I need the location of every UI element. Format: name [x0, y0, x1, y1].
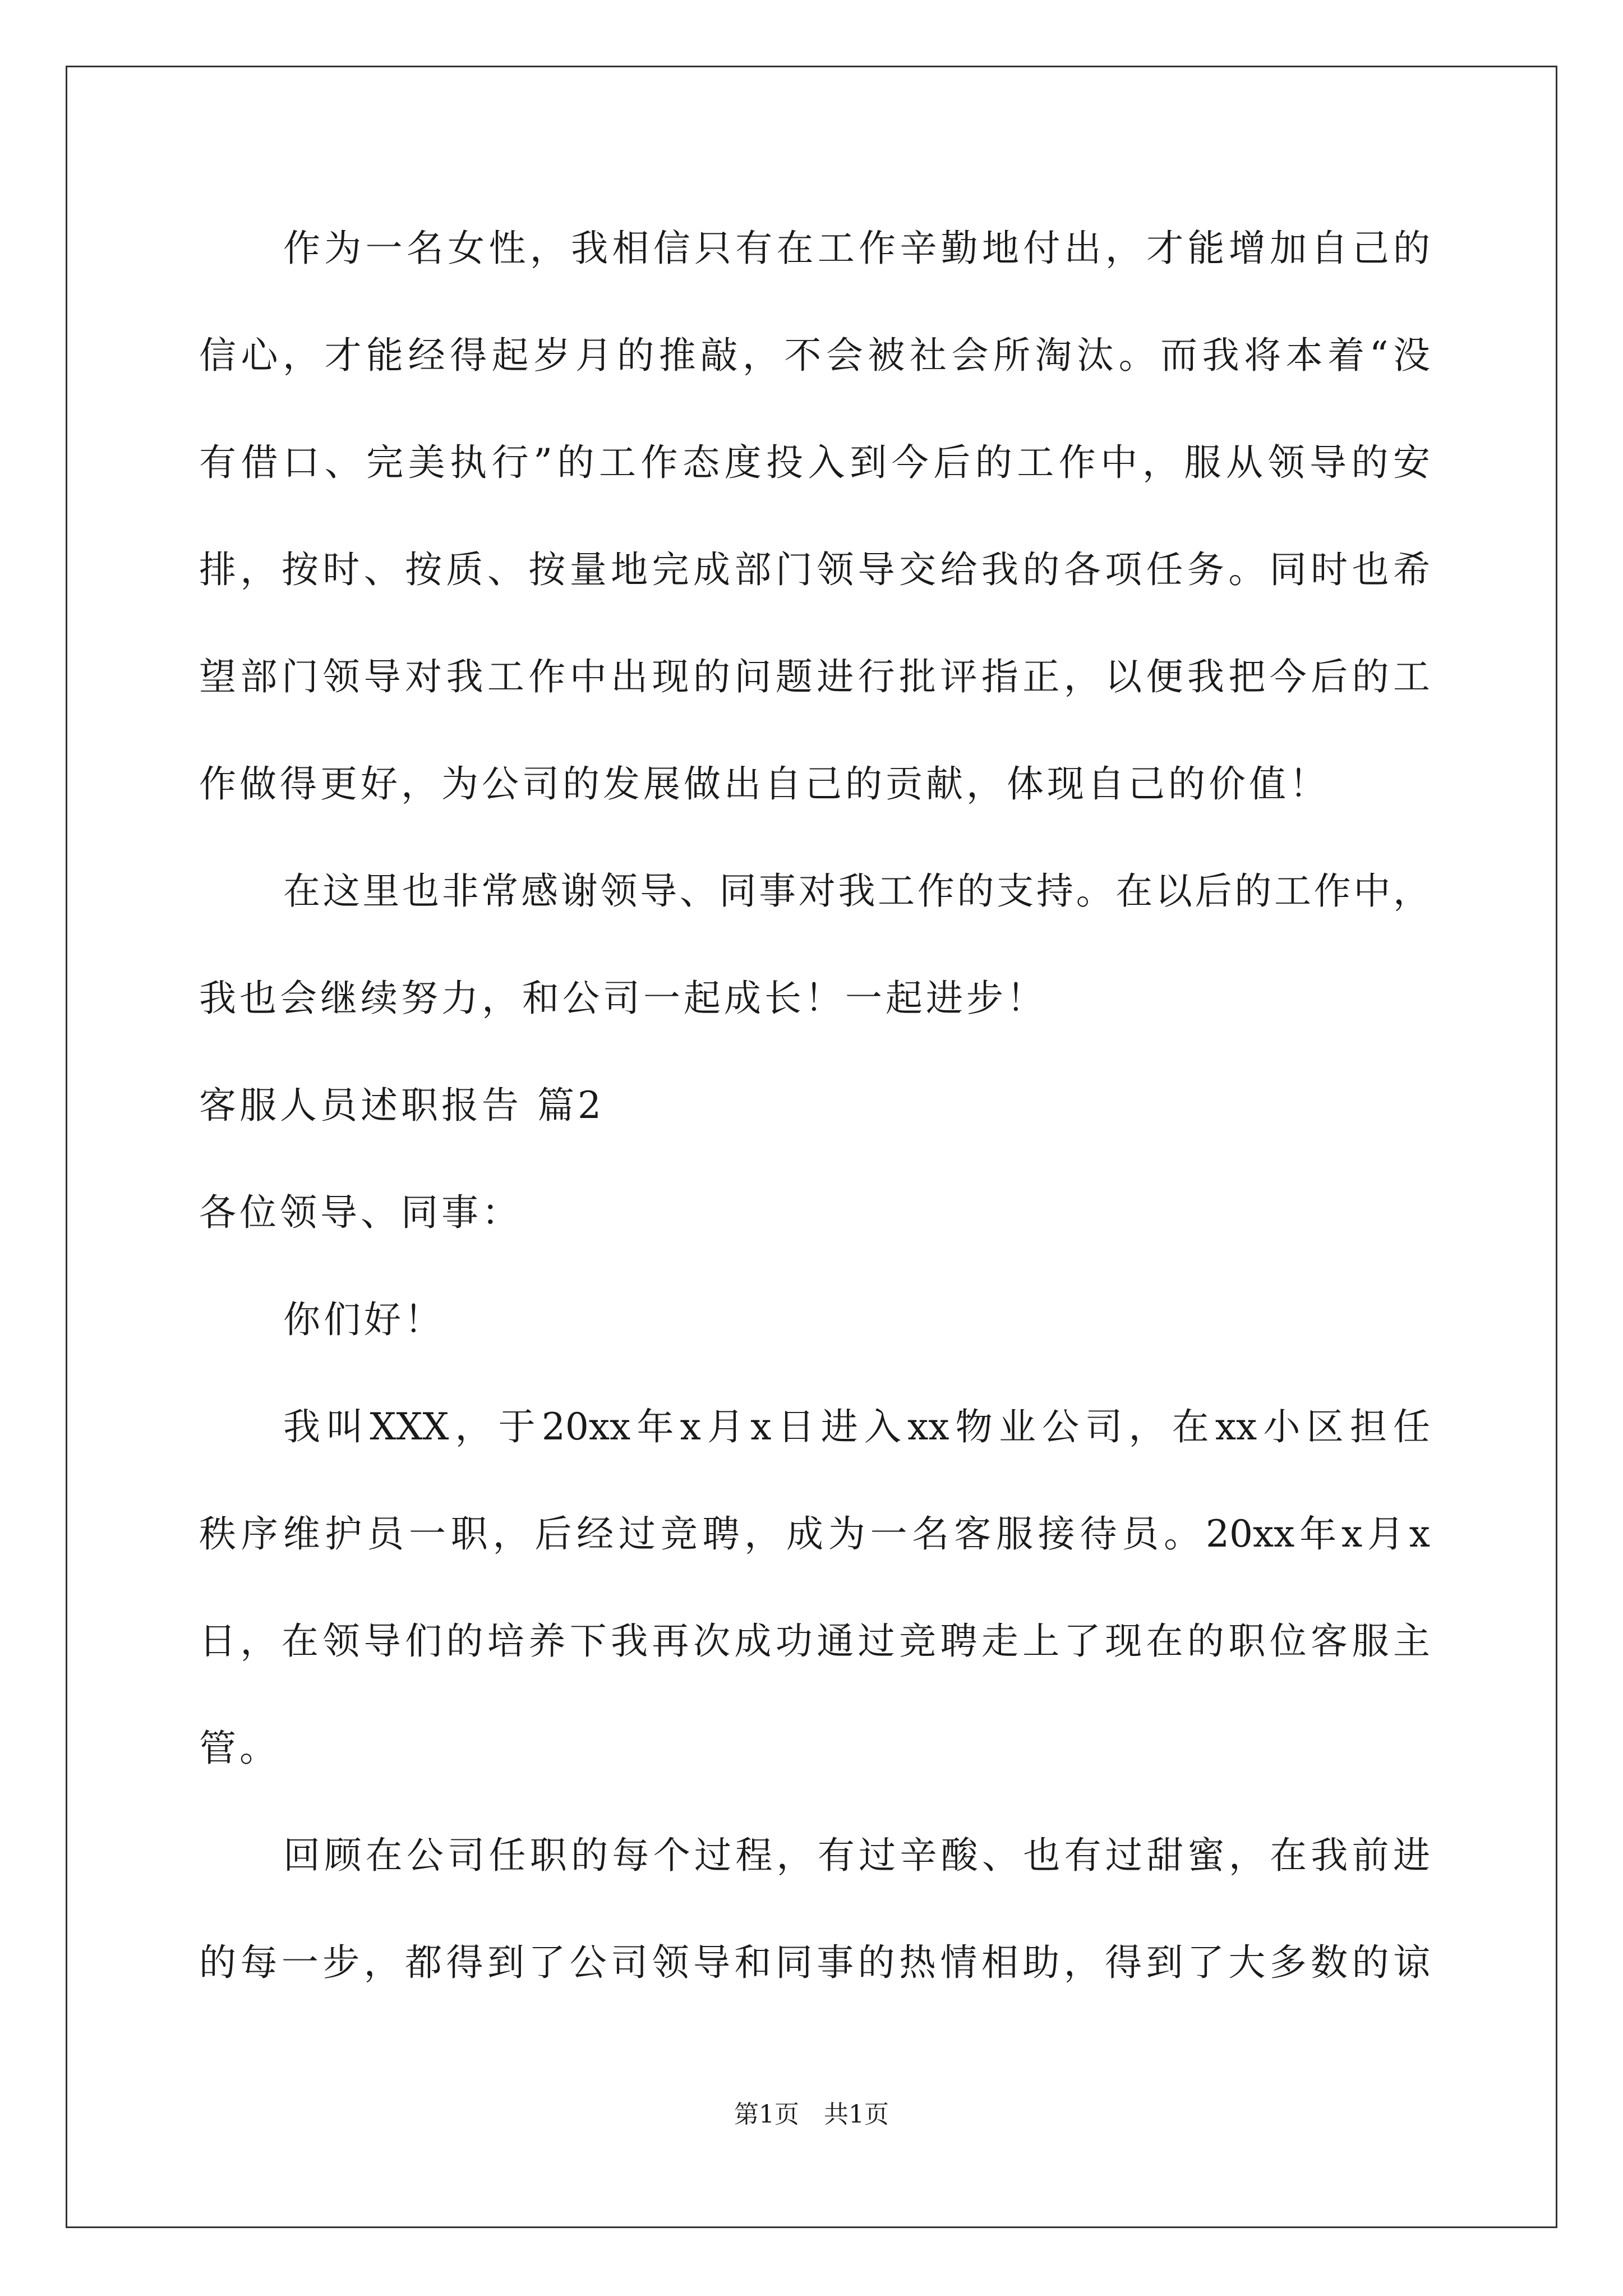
paragraph-1-line-4: 排，按时、按质、按量地完成部门领导交给我的各项任务。同时也希 — [199, 548, 1430, 591]
paragraph-3-line-1: 我叫XXX，于20xx年x月x日进入xx物业公司，在xx小区担任 — [283, 1405, 1430, 1448]
greeting: 你们好！ — [283, 1298, 445, 1341]
paragraph-1-line-1: 作为一名女性，我相信只有在工作辛勤地付出，才能增加自己的 — [283, 227, 1430, 270]
paragraph-2-line-2: 我也会继续努力，和公司一起成长！一起进步！ — [199, 977, 1047, 1020]
page-border — [66, 66, 1557, 2228]
section-heading: 客服人员述职报告 篇2 — [199, 1084, 605, 1127]
salutation: 各位领导、同事： — [199, 1191, 522, 1234]
paragraph-1-line-2: 信心，才能经得起岁月的推敲，不会被社会所淘汰。而我将本着“没 — [199, 334, 1430, 377]
paragraph-1-line-6: 作做得更好，为公司的发展做出自己的贡献，体现自己的价值！ — [199, 762, 1330, 806]
paragraph-3-line-2: 秩序维护员一职，后经过竞聘，成为一名客服接待员。20xx年x月x — [199, 1512, 1430, 1556]
paragraph-3-line-3: 日，在领导们的培养下我再次成功通过竞聘走上了现在的职位客服主 — [199, 1619, 1430, 1663]
paragraph-4-line-2: 的每一步，都得到了公司领导和同事的热情相助，得到了大多数的谅 — [199, 1941, 1430, 1984]
paragraph-1-line-5: 望部门领导对我工作中出现的问题进行批评指正，以便我把今后的工 — [199, 655, 1430, 698]
paragraph-4-line-1: 回顾在公司任职的每个过程，有过辛酸、也有过甜蜜，在我前进 — [283, 1834, 1430, 1877]
page-footer: 第1页 共1页 — [734, 2100, 889, 2129]
paragraph-2-line-1: 在这里也非常感谢领导、同事对我工作的支持。在以后的工作中， — [283, 869, 1430, 913]
paragraph-1-line-3: 有借口、完美执行”的工作态度投入到今后的工作中，服从领导的安 — [199, 441, 1430, 484]
paragraph-3-line-4: 管。 — [199, 1727, 280, 1770]
